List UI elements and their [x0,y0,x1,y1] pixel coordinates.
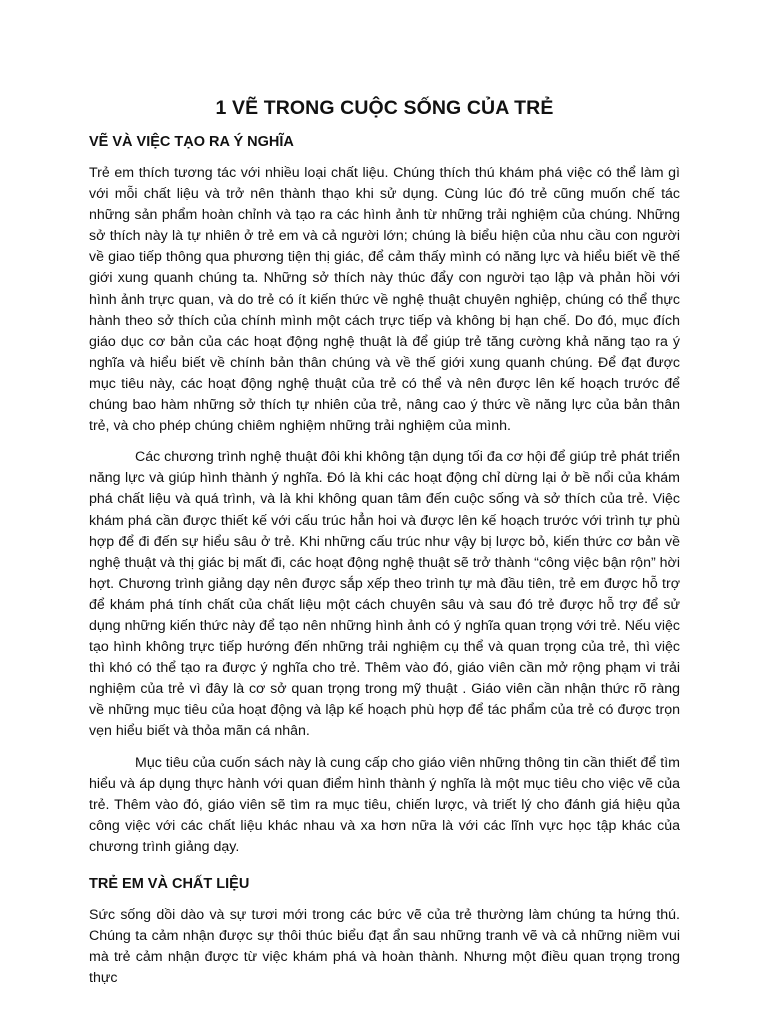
section-heading-children-materials: TRẺ EM VÀ CHẤT LIỆU [89,876,250,892]
paragraph: Mục tiêu của cuốn sách này là cung cấp cho giáo viên những thông tin cần thiết để tìm hiểu và áp dụng thực hành với quan điểm hình thành ý nghĩa là một mục tiêu cho việc vẽ của trẻ. Thêm vào đó, giáo viên sẽ tìm ra mục tiêu, chiến lược, và triết lý cho đánh giá hiệu qủa công việc với các chất liệu khác nhau và xa hơn nữa là với các lĩnh vực học tập khác của chương trình giảng dạy. [89,754,680,855]
paragraph: Các chương trình nghệ thuật đôi khi không tận dụng tối đa cơ hội để giúp trẻ phát triển năng lực và giúp hình thành ý nghĩa. Đó là khi các hoạt động chỉ dừng lại ở bề nổi của khám phá chất liệu và quá trình, và là khi không quan tâm đến cuộc sống và sở thích của trẻ. Việc khám phá cần được thiết kế với cấu trúc hẳn hoi và được lên kế hoạch trước với trình tự phù hợp để đi đến sự hiểu sâu ở trẻ. Khi những cấu trúc như vậy bị lược bỏ, kiến thức cơ bản về nghệ thuật và thị giác bị mất đi, các hoạt động nghệ thuật sẽ trở thành “công việc bận rộn” hời hợt. Chương trình giảng dạy nên được sắp xếp theo trình tự mà đầu tiên, trẻ em được hỗ trợ để khám phá tính chất của chất liệu một cách chuyên sâu và sau đó trẻ được hỗ trợ để sử dụng những kiến thức này để tạo nên những hình ảnh có ý nghĩa quan trọng với trẻ. Nếu việc tạo hình không trực tiếp hướng đến những trải nghiệm cụ thể và quan trọng của trẻ, thì việc thì khó có thể tạo ra được ý nghĩa cho trẻ. Thêm vào đó, giáo viên cần mở rộng phạm vi trải nghiệm của trẻ vì đây là cơ sở quan trọng trong mỹ thuật . Giáo viên cần nhận thức rõ ràng về những mục tiêu của hoạt động và lập kế hoạch phù hợp để tác phẩm của trẻ có được trọn vẹn hiểu biết và thỏa mãn cá nhân. [89,449,680,740]
page-title: 1 VẼ TRONG CUỘC SỐNG CỦA TRẺ [215,97,554,119]
paragraph: Trẻ em thích tương tác với nhiều loại chất liệu. Chúng thích thú khám phá việc có thể làm gì với mỗi chất liệu và trở nên thành thạo khi sử dụng. Cùng lúc đó trẻ cũng muốn chế tác những sản phẩm hoàn chỉnh và tạo ra các hình ảnh từ những trải nghiệm của chúng. Những sở thích này là tự nhiên ở trẻ em và cả người lớn; chúng là biểu hiện của nhu cầu con người về giao tiếp thông qua phương tiện thị giác, để cảm thấy mình có năng lực và hiểu biết về thế giới xung quanh chúng ta. Những sở thích này thúc đẩy con người tạo lập và phản hồi với hình ảnh trực quan, và do trẻ có ít kiến thức về nghệ thuật chuyên nghiệp, chúng có thể thực hành theo sở thích của chính mình một cách trực tiếp và không bị hạn chế. Do đó, mục đích giáo dục cơ bản của các hoạt động nghệ thuật là để giúp trẻ tăng cường khả năng tạo ra ý nghĩa và hiểu biết về chính bản thân chúng và về thế giới xung quanh chúng. Để đạt được mục tiêu này, các hoạt động nghệ thuật của trẻ có thể và nên được lên kế hoạch trước để chúng bao hàm những sở thích tự nhiên của trẻ, nâng cao ý thức về năng lực của bản thân trẻ, và cho phép chúng chiêm nghiệm những trải nghiệm của mình. [89,165,680,435]
paragraph: Sức sống dồi dào và sự tươi mới trong các bức vẽ của trẻ thường làm chúng ta hứng thú. Chúng ta cảm nhận được sự thôi thúc biểu đạt ẩn sau những tranh vẽ và cả những niềm vui mà trẻ cảm nhận được từ việc khám phá và hoàn thành. Nhưng một điều quan trọng trong thực [89,907,680,987]
section-heading-drawing-meaning: VẼ VÀ VIỆC TẠO RA Ý NGHĨA [89,134,294,150]
